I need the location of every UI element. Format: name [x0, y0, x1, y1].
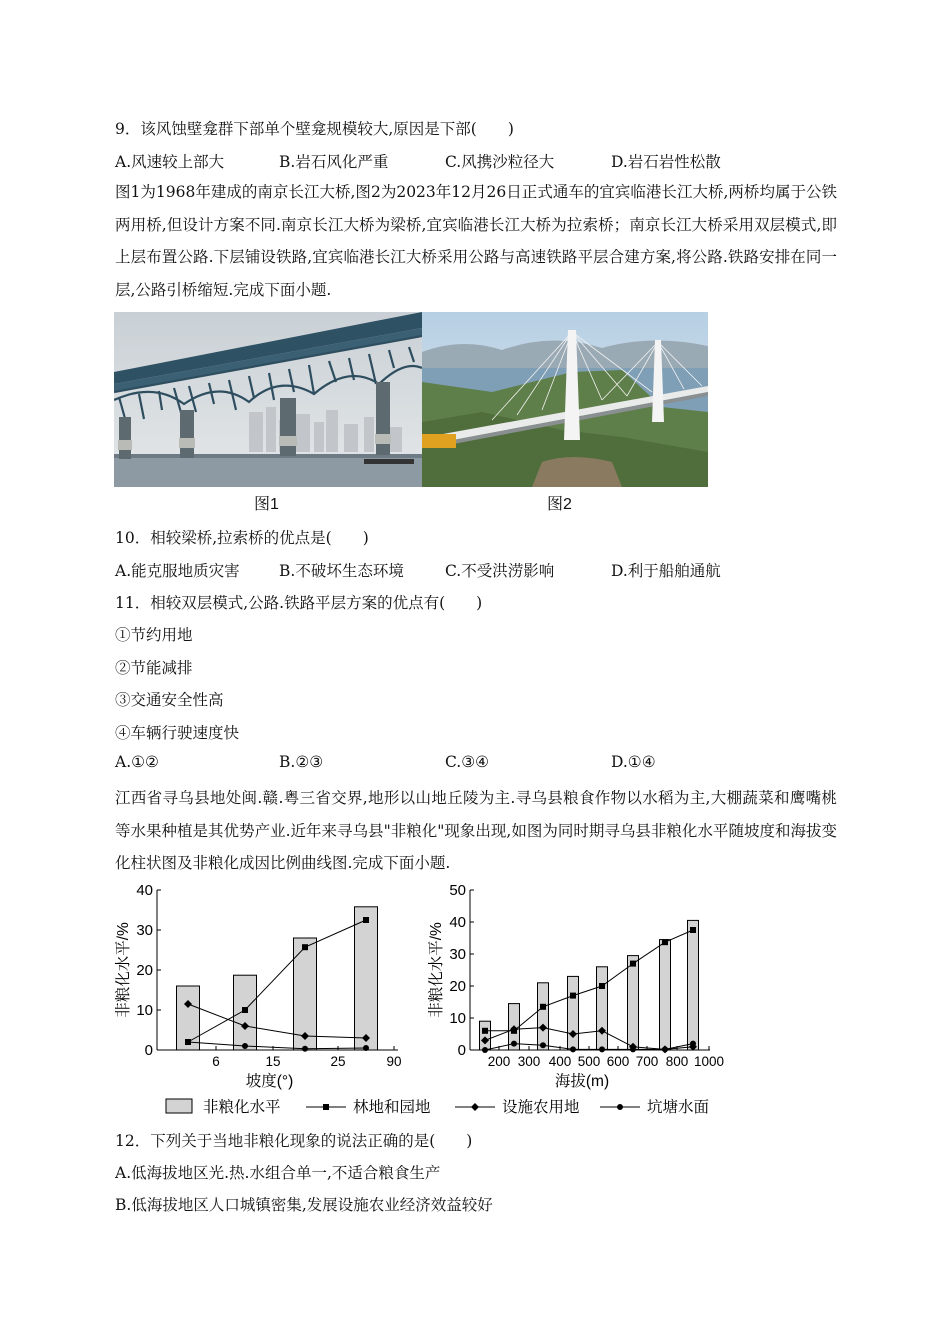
chart2-y-tick-label: 20 [449, 978, 466, 995]
chart1-y-tick-label: 40 [136, 882, 153, 899]
chart2-y-tick-label: 10 [449, 1010, 466, 1027]
chart2-x-tick-label: 200 [487, 1054, 511, 1069]
non-grain-charts [100, 876, 860, 1126]
chart1-point-circle [363, 1045, 369, 1051]
chart1-x-tick-label: 6 [212, 1054, 220, 1069]
q9-options [115, 150, 837, 172]
chart1-point-circle [242, 1043, 248, 1049]
chart2-bar [568, 976, 579, 1050]
q10-stem: 10．相较梁桥,拉索桥的优点是( ) [115, 529, 369, 547]
chart2-bar [480, 1021, 491, 1050]
chart2-point-square [540, 1004, 546, 1010]
chart2-bar [628, 956, 639, 1050]
q9-option-d: D.岩石岩性松散 [611, 153, 721, 171]
q11-option-b: B.②③ [279, 753, 324, 771]
chart1-x-tick-label: 15 [265, 1054, 281, 1069]
chart2-bar [597, 967, 608, 1050]
q11-item-3: ③交通安全性高 [115, 691, 224, 709]
q11-option-a: A.①② [115, 753, 159, 771]
q11-option-d: D.①④ [611, 753, 656, 771]
q11-option-c: C.③④ [445, 753, 490, 771]
chart2-x-tick-label: 1000 [693, 1054, 725, 1069]
chart2-y-tick-label: 0 [457, 1042, 466, 1059]
chart2-point-circle [630, 1046, 636, 1052]
figure-1-caption: 图1 [254, 496, 279, 513]
chart1-y-axis-label: 非粮化水平/% [115, 922, 132, 1018]
chart1-y-tick-label: 0 [144, 1042, 153, 1059]
chart2-point-square [630, 961, 636, 967]
chart1-point-square [302, 944, 308, 950]
legend-label-facility: 设施农用地 [502, 1099, 580, 1116]
chart1-series-line-square [188, 920, 366, 1042]
chart1-y-tick-label: 30 [136, 922, 153, 939]
chart2-point-circle [690, 1041, 696, 1047]
chart2-x-axis-label: 海拔(m) [554, 1073, 610, 1090]
chart1-x-axis-label: 坡度(°) [245, 1073, 294, 1090]
chart2-y-tick-label: 30 [449, 946, 466, 963]
chart2-point-circle [511, 1041, 517, 1047]
chart2-point-circle [482, 1047, 488, 1053]
legend-bar-swatch [166, 1099, 192, 1113]
q12-option-b: B.低海拔地区人口城镇密集,发展设施农业经济效益较好 [115, 1196, 493, 1214]
q9-stem: 9．该风蚀壁龛群下部单个壁龛规模较大,原因是下部( ) [115, 120, 514, 138]
q12-stem: 12．下列关于当地非粮化现象的说法正确的是( ) [115, 1132, 473, 1150]
chart1-point-square [242, 1007, 248, 1013]
q9-option-c: C.风携沙粒径大 [445, 153, 555, 171]
chart1-point-square [363, 917, 369, 923]
chart2-bar [660, 940, 671, 1050]
legend-marker-circle [617, 1104, 623, 1110]
q10-option-c: C.不受洪涝影响 [445, 562, 555, 580]
figure-1-nanjing-bridge-photo [114, 312, 422, 487]
chart2-point-circle [570, 1046, 576, 1052]
q9-option-a: A.风速较上部大 [115, 153, 225, 171]
chart1-y-tick-label: 10 [136, 1002, 153, 1019]
chart2-point-square [482, 1028, 488, 1034]
chart1-x-tick-label: 25 [330, 1054, 346, 1069]
chart1-series-line-circle [188, 1042, 366, 1049]
q10-option-b: B.不破坏生态环境 [279, 562, 404, 580]
chart2-x-tick-label: 400 [548, 1054, 572, 1069]
chart2-point-square [570, 993, 576, 999]
q10-options [115, 559, 837, 581]
chart1-bar [355, 907, 378, 1050]
figure-2-caption: 图2 [547, 496, 572, 513]
chart2-y-tick-label: 50 [449, 882, 466, 899]
chart1-y-tick-label: 20 [136, 962, 153, 979]
passage-bridges: 图1为1968年建成的南京长江大桥,图2为2023年12月26日正式通车的宜宾临港长江大桥,两桥均属于公铁两用桥,但设计方案不同.南京长江大桥为梁桥,宜宾临港长江大桥为拉索桥；南京长江大桥采用双层模式,即上层布置公路.下层铺设铁路,宜宾临港长江大桥采用公路与高速铁路平层合建方案,将公路.铁路安排在同一层,公路引桥缩短.完成下面小题. [115, 183, 837, 299]
chart2-point-circle [599, 1046, 605, 1052]
chart2-x-tick-label: 800 [665, 1054, 689, 1069]
legend-label-forest: 林地和园地 [353, 1099, 431, 1116]
legend-marker-diamond [471, 1103, 479, 1111]
chart2-point-circle [662, 1046, 668, 1052]
q10-option-a: A.能克服地质灾害 [115, 562, 240, 580]
chart1-x-tick-label: 90 [386, 1054, 402, 1069]
chart2-bar [688, 920, 699, 1050]
q11-item-2: ②节能减排 [115, 659, 193, 677]
chart2-point-square [599, 983, 605, 989]
q9-option-b: B.岩石风化严重 [279, 153, 389, 171]
q11-options [115, 753, 837, 775]
q11-item-1: ①节约用地 [115, 626, 193, 644]
chart2-point-square [662, 939, 668, 945]
chart2-bar [538, 983, 549, 1050]
chart2-y-axis-label: 非粮化水平/% [428, 922, 445, 1018]
chart2-x-tick-label: 700 [635, 1054, 659, 1069]
q11-item-4: ④车辆行驶速度快 [115, 724, 240, 742]
legend-marker-square [323, 1104, 329, 1110]
figure-2-yibin-bridge-photo [422, 312, 708, 487]
chart1-series-line-diamond [188, 1004, 366, 1038]
chart2-y-tick-label: 40 [449, 914, 466, 931]
legend-label-non-grain: 非粮化水平 [203, 1099, 281, 1116]
chart2-point-square [690, 927, 696, 933]
chart1-point-circle [185, 1039, 191, 1045]
chart2-x-tick-label: 600 [606, 1054, 630, 1069]
passage-xunwu: 江西省寻乌县地处闽.赣.粤三省交界,地形以山地丘陵为主.寻乌县粮食作物以水稻为主,大棚蔬菜和鹰嘴桃等水果种植是其优势产业.近年来寻乌县"非粮化"现象出现,如图为同时期寻乌县非粮化水平随坡度和海拔变化柱状图及非粮化成因比例曲线图.完成下面小题. [115, 789, 837, 872]
q11-stem: 11．相较双层模式,公路.铁路平层方案的优点有( ) [115, 594, 483, 612]
chart2-point-circle [540, 1042, 546, 1048]
chart1-point-circle [302, 1046, 308, 1052]
q10-option-d: D.利于船舶通航 [611, 562, 721, 580]
chart2-x-tick-label: 300 [517, 1054, 541, 1069]
legend-label-pond: 坑塘水面 [647, 1099, 710, 1116]
chart2-x-tick-label: 500 [577, 1054, 601, 1069]
q12-option-a: A.低海拔地区光.热.水组合单一,不适合粮食生产 [115, 1164, 441, 1182]
